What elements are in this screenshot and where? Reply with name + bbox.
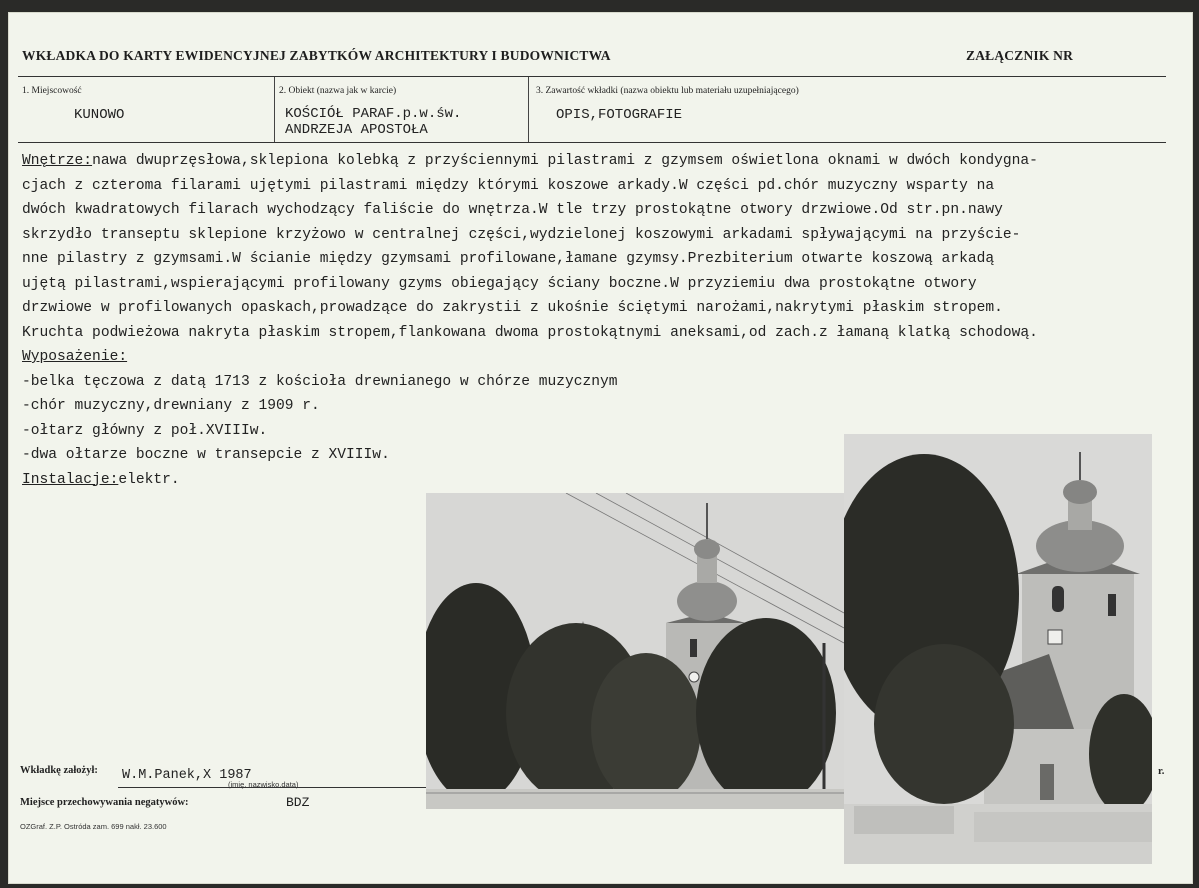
header-rule <box>18 76 1166 77</box>
field-divider-2 <box>528 77 529 142</box>
field-1-label: 1. Miejscowość <box>22 86 82 96</box>
made-by-hint: (imię, nazwisko,data) <box>228 780 299 789</box>
made-by-rule <box>118 787 426 788</box>
interior-line: nne pilastry z gzymsami.W ścianie między gzymsami profilowane,łamane gzymsy.Prezbiterium otwarte koszową arkadą <box>22 251 995 267</box>
storage-label: Miejsce przechowywania negatywów: <box>20 797 189 808</box>
printer-info: OZGraf. Z.P. Ostróda zam. 699 nakł. 23.600 <box>20 822 167 831</box>
made-by-value: W.M.Panek,X 1987 <box>122 768 252 783</box>
installations-value: elektr. <box>118 471 180 488</box>
fields-rule <box>18 142 1166 143</box>
equipment-heading: Wyposażenie: <box>22 349 128 365</box>
field-2-label: 2. Obiekt (nazwa jak w karcie) <box>279 86 397 96</box>
card-title: WKŁADKA DO KARTY EWIDENCYJNEJ ZABYTKÓW ARCHITEKTURY I BUDOWNICTWA <box>22 48 611 63</box>
church-photo-distant <box>426 493 844 809</box>
equipment-line: -dwa ołtarze boczne w transepcie z XVIIIw. <box>22 447 390 463</box>
interior-line: cjach z czteroma filarami ujętymi pilastrami między którymi koszowe arkady.W części pd.chór muzyczny wsparty na <box>22 177 995 194</box>
equipment-line: -ołtarz główny z poł.XVIIIw. <box>22 422 268 439</box>
installations-heading: Instalacje: <box>22 471 119 488</box>
field-3-label: 3. Zawartość wkładki (nazwa obiektu lub materiału uzupełniającego) <box>536 86 799 96</box>
equipment-line: -belka tęczowa z datą 1713 z kościoła drewnianego w chórze muzycznym <box>22 373 618 390</box>
interior-line: drzwiowe w profilowanych opaskach,prowadzące do zakrystii z ukośnie ściętymi narożami,nakrytymi płaskim stropem. <box>22 300 1003 316</box>
church-photo-tower <box>844 434 1152 864</box>
field-2-value-line-2: ANDRZEJA APOSTOŁA <box>285 122 428 138</box>
field-2-value-line-1: KOŚCIÓŁ PARAF.p.w.św. <box>285 106 462 122</box>
field-1-value: KUNOWO <box>74 107 125 123</box>
field-divider-1 <box>274 77 275 142</box>
interior-line: nawa dwuprzęsłowa,sklepiona kolebką z przyściennymi pilastrami z gzymsem oświetlona oknami w dwóch kondygna- <box>92 153 1038 169</box>
annex-label: ZAŁĄCZNIK NR <box>966 48 1074 63</box>
interior-line: skrzydło transeptu sklepione krzyżowo w centralnej części,wydzielonej koszowymi arkadami spływającymi na przyście- <box>22 226 1021 243</box>
stray-r: r. <box>1158 766 1165 777</box>
storage-value: BDZ <box>286 795 310 810</box>
interior-line: ujętą pilastrami,wspierającymi profilowany gzyms obiegający ściany boczne.W przyziemiu dwa prostokątne otwory <box>22 275 977 292</box>
interior-line: Kruchta podwieżowa nakryta płaskim stropem,flankowana dwoma prostokątnymi aneksami,od zach.z łamaną klatką schodową. <box>22 324 1038 341</box>
equipment-line: -chór muzyczny,drewniany z 1909 r. <box>22 398 320 414</box>
field-3-value: OPIS,FOTOGRAFIE <box>556 107 683 123</box>
interior-heading: Wnętrze: <box>22 153 93 169</box>
made-by-label: Wkładkę założył: <box>20 765 98 776</box>
interior-line: dwóch kwadratowych filarach wychodzący faliście do wnętrza.W tle trzy prostokątne otwory drzwiowe.Od str.pn.nawy <box>22 202 1003 218</box>
